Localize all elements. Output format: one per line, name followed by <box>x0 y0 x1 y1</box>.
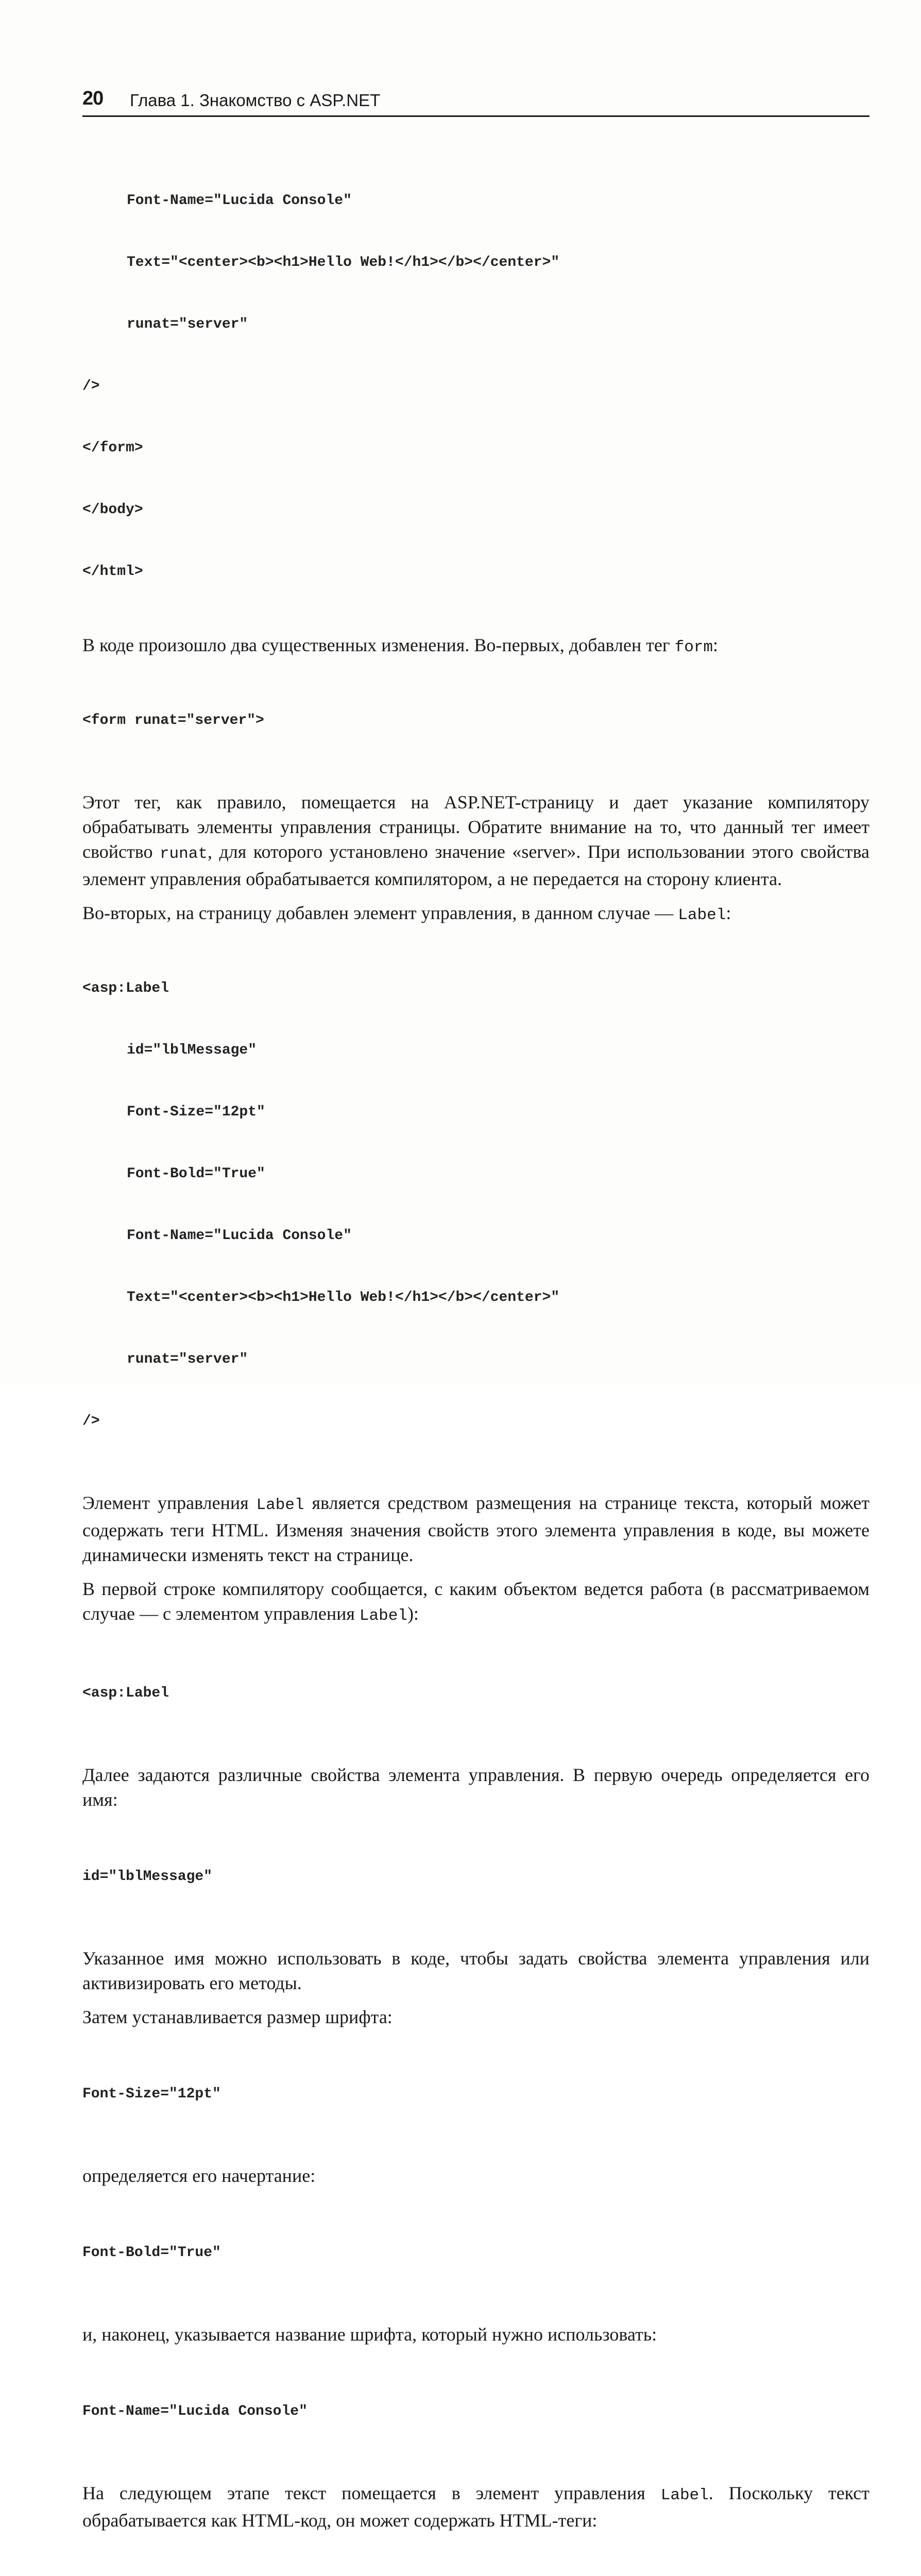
code-line: <asp:Label <box>82 1685 169 1701</box>
code-line: runat="server" <box>127 316 248 332</box>
code-line: </form> <box>82 440 143 456</box>
paragraph-first-line: В первой строке компилятору сообщается, с каким объектом ведется работа (в рассматриваемом случае — с элементом управления Label): <box>82 1579 869 1625</box>
code-line: Font-Size="12pt" <box>82 2086 221 2102</box>
code-line: Font-Name="Lucida Console" <box>127 1228 352 1244</box>
code-id <box>82 1825 869 1928</box>
paragraph-font-size: Затем устанавливается размер шрифта: <box>82 2007 393 2027</box>
code-line: Font-Name="Lucida Console" <box>127 193 352 209</box>
code-asp-label <box>82 1642 869 1745</box>
page-content <box>82 149 869 2576</box>
code-line: Text="<center><b><h1>Hello Web!</h1></b></center>" <box>127 255 560 270</box>
code-block-form-end <box>82 149 869 623</box>
paragraph-name-usage: Указанное имя можно использовать в коде, чтобы задать свойства элемента управления или активизировать его методы. <box>82 1948 869 1993</box>
paragraph-label-description: Элемент управления Label является средством размещения на странице текста, который может содержать теги HTML. Изменяя значения свойств этого элемента управления в коде, вы можете динамически изменять текст на странице. <box>82 1493 869 1565</box>
code-line: Font-Bold="True" <box>127 1166 265 1182</box>
paragraph-changes: В коде произошло два существенных изменения. Во-первых, добавлен тег form: <box>82 635 719 656</box>
code-form-tag <box>82 669 869 772</box>
paragraph-font-style: определяется его начертание: <box>82 2165 316 2186</box>
code-line: Text="<center><b><h1>Hello Web!</h1></b></center>" <box>127 1290 560 1306</box>
chapter-title: Глава 1. Знакомство с ASP.NET <box>130 91 381 110</box>
code-line: <form runat="server"> <box>82 713 264 728</box>
code-line: Font-Name="Lucida Console" <box>82 2403 308 2419</box>
page-number: 20 <box>82 88 104 109</box>
code-line: runat="server" <box>127 1351 248 1367</box>
code-line: </html> <box>82 564 143 580</box>
code-text <box>82 2546 869 2576</box>
paragraph-form-tag: Этот тег, как правило, помещается на ASP.NET-страницу и дает указание компилятору обрабатывать элементы управления страницы. Обратите внимание на то, что данный тег имеет свойство runat, для которого установлено значение «server». При использовании этого свойства элемент управления обрабатывается компилятором, а не передается на сторону клиента. <box>82 792 869 889</box>
code-line: /> <box>82 1413 100 1429</box>
page-header <box>82 83 869 117</box>
code-line: /> <box>82 378 100 394</box>
code-line: Font-Bold="True" <box>82 2245 221 2261</box>
code-font-size <box>82 2043 869 2146</box>
paragraph-properties: Далее задаются различные свойства элемента управления. В первую очередь определяется его имя: <box>82 1765 869 1810</box>
code-line: <asp:Label <box>82 980 169 996</box>
paragraph-label-added: Во-вторых, на страницу добавлен элемент управления, в данном случае — Label: <box>82 903 731 924</box>
paragraph-font-name: и, наконец, указывается название шрифта, который нужно использовать: <box>82 2324 657 2345</box>
code-font-bold <box>82 2201 869 2304</box>
code-line: id="lblMessage" <box>127 1042 257 1058</box>
paragraph-text-property: На следующем этапе текст помещается в элемент управления Label. Поскольку текст обрабатывается как HTML-код, он может содержать HTML-теги: <box>82 2483 869 2531</box>
code-line: </body> <box>82 502 143 518</box>
code-line: id="lblMessage" <box>82 1869 213 1885</box>
code-block-label <box>82 937 869 1473</box>
code-line: Font-Size="12pt" <box>127 1104 265 1120</box>
code-font-name <box>82 2360 869 2463</box>
